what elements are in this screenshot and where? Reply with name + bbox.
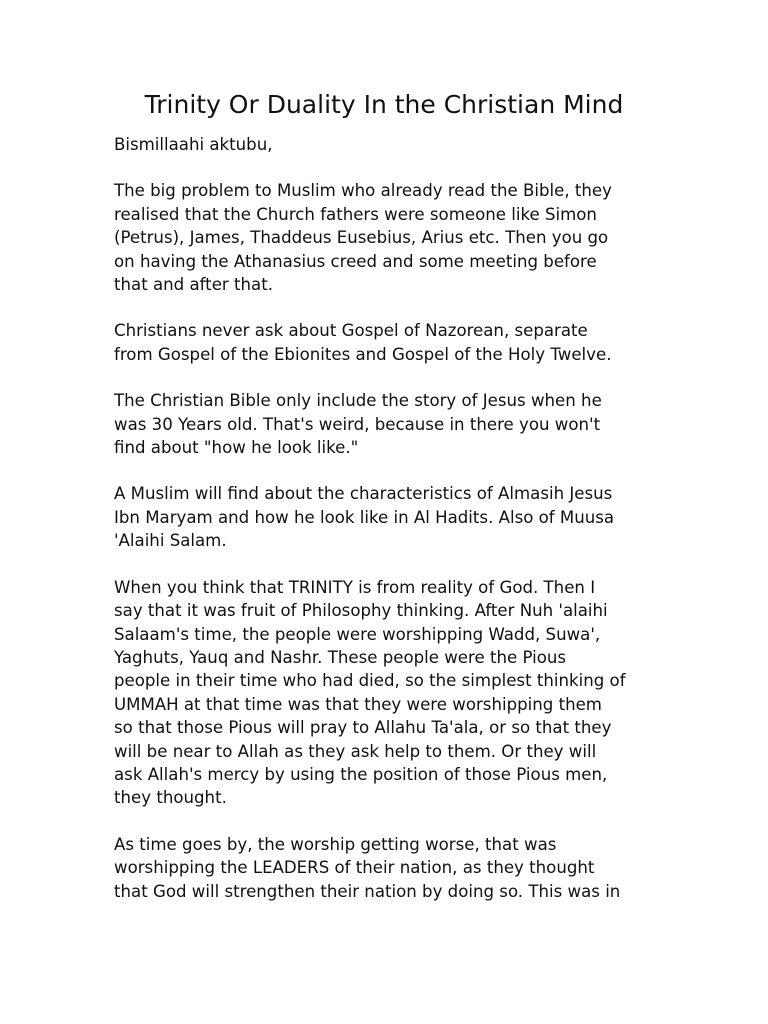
- paragraph-6: [114, 833, 674, 903]
- paragraph-4: [114, 482, 674, 552]
- text-line: so that those Pious will pray to Allahu Ta'ala, or so that they: [114, 718, 612, 738]
- text-line: was 30 Years old. That's weird, because in there you won't: [114, 414, 601, 434]
- text-line: they thought.: [114, 788, 227, 808]
- text-line: on having the Athanasius creed and some meeting before: [114, 251, 597, 271]
- text-line: from Gospel of the Ebionites and Gospel of the Holy Twelve.: [114, 344, 612, 364]
- text-line: find about "how he look like.": [114, 438, 359, 458]
- document-title: Trinity Or Duality In the Christian Mind: [144, 90, 624, 119]
- text-line: (Petrus), James, Thaddeus Eusebius, Arius etc. Then you go: [114, 228, 609, 248]
- text-line: The big problem to Muslim who already read the Bible, they: [114, 181, 612, 201]
- text-line: As time goes by, the worship getting worse, that was: [114, 834, 557, 854]
- paragraph-2: [114, 319, 674, 366]
- document-body: [114, 133, 674, 926]
- text-line: that and after that.: [114, 275, 273, 295]
- paragraph-1: [114, 179, 674, 296]
- text-line: worshipping the LEADERS of their nation, as they thought: [114, 858, 595, 878]
- text-line: say that it was fruit of Philosophy thinking. After Nuh 'alaihi: [114, 601, 608, 621]
- text-line: Ibn Maryam and how he look like in Al Hadits. Also of Muusa: [114, 507, 615, 527]
- paragraph-3: [114, 389, 674, 459]
- text-line: that God will strengthen their nation by doing so. This was in: [114, 881, 621, 901]
- text-line: Salaam's time, the people were worshipping Wadd, Suwa',: [114, 624, 601, 644]
- text-line: ask Allah's mercy by using the position of those Pious men,: [114, 764, 608, 784]
- text-line: UMMAH at that time was that they were worshipping them: [114, 694, 602, 714]
- text-line: The Christian Bible only include the story of Jesus when he: [114, 391, 602, 411]
- paragraph-5: [114, 576, 674, 810]
- text-line: A Muslim will find about the characteristics of Almasih Jesus: [114, 484, 613, 504]
- text-line: people in their time who had died, so the simplest thinking of: [114, 671, 626, 691]
- text-line: realised that the Church fathers were someone like Simon: [114, 204, 597, 224]
- text-line: When you think that TRINITY is from reality of God. Then I: [114, 577, 596, 597]
- text-line: will be near to Allah as they ask help to them. Or they will: [114, 741, 597, 761]
- text-line: Yaghuts, Yauq and Nashr. These people were the Pious: [114, 647, 567, 667]
- text-line: Bismillaahi aktubu,: [114, 135, 273, 154]
- text-line: 'Alaihi Salam.: [114, 531, 227, 551]
- paragraph-salutation: [114, 133, 674, 156]
- text-line: Christians never ask about Gospel of Nazorean, separate: [114, 321, 588, 341]
